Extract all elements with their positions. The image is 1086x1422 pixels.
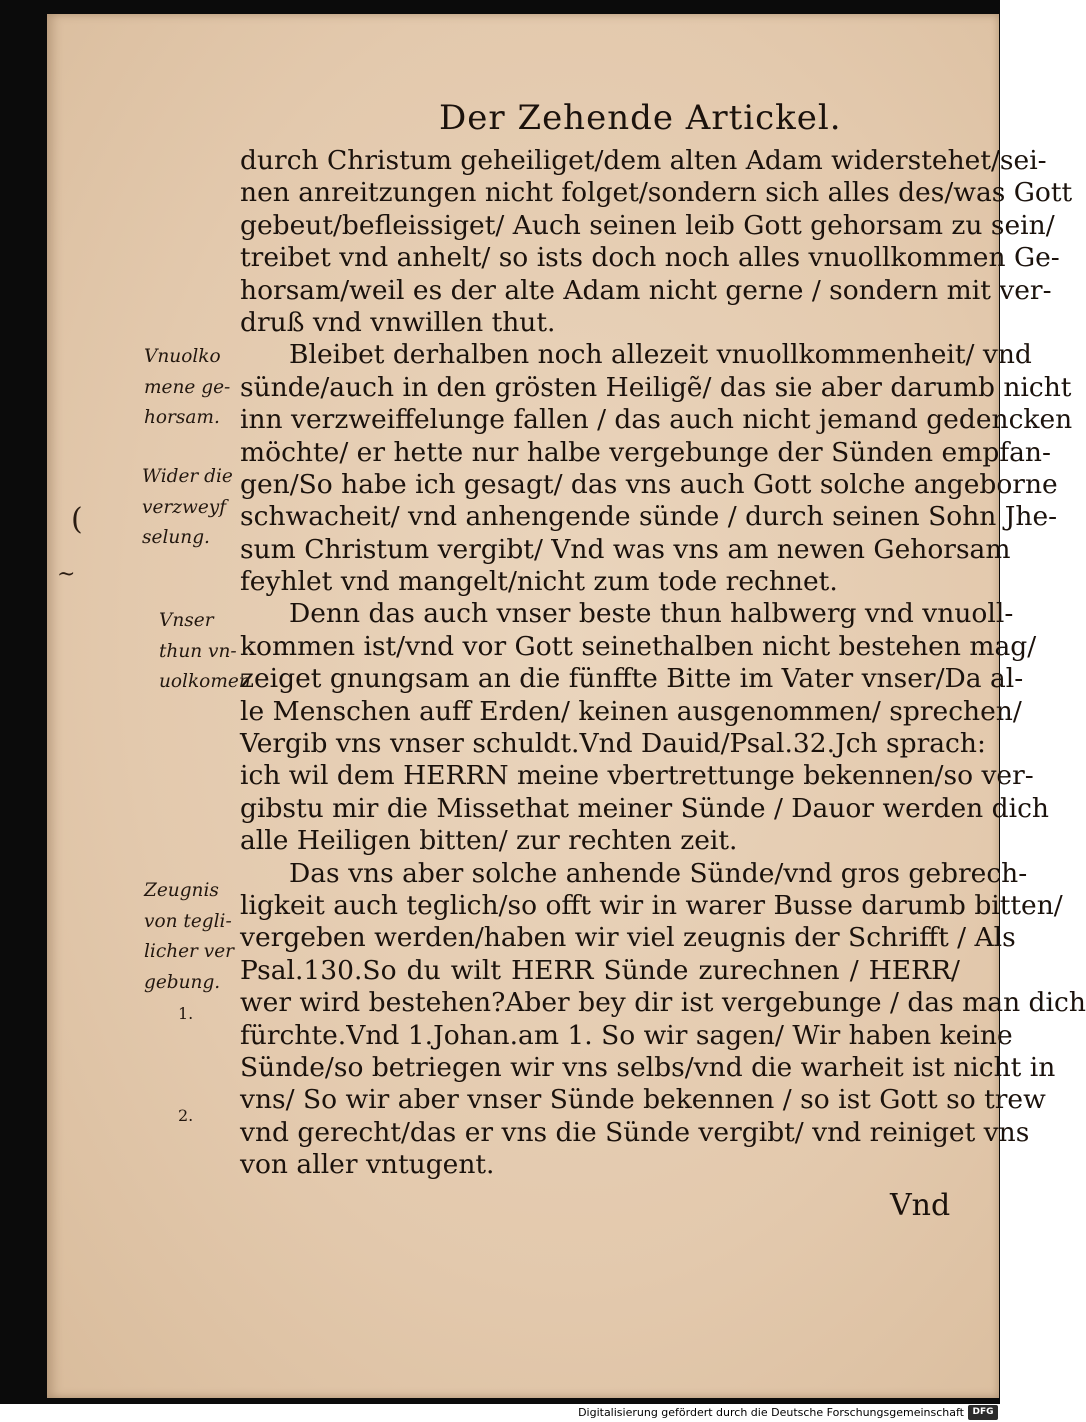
text-line: alle Heiligen bitten/ zur rechten zeit.	[240, 825, 738, 857]
text-line: ich wil dem HERRN meine vbertrettunge bekennen/so ver-	[240, 760, 1034, 792]
margin-note-line: gebung.	[144, 971, 221, 993]
margin-note	[144, 342, 230, 434]
text-line: vns/ So wir aber vnser Sünde bekennen / so ist Gott so trew	[240, 1084, 1046, 1116]
text-line: vnd gerecht/das er vns die Sünde vergibt/ vnd reiniget vns	[240, 1116, 1030, 1148]
margin-note-line: selung.	[142, 527, 210, 548]
text-line: durch Christum geheiliget/dem alten Adam widerstehet/sei-	[240, 145, 1047, 176]
text-line: kommen ist/vnd vor Gott seinethalben nicht bestehen mag/	[240, 630, 1037, 662]
text-line: druß vnd vnwillen thut.	[240, 306, 556, 338]
margin-note-line: thun vn-	[159, 640, 237, 662]
margin-note-line: mene ge-	[144, 376, 231, 398]
catchword: Vnd	[890, 1188, 951, 1223]
margin-note-line: Wider die	[142, 466, 233, 487]
text-line: möchte/ er hette nur halbe vergebunge der Sünden empfan-	[240, 436, 1051, 468]
margin-number: 1.	[178, 1004, 194, 1023]
text-line: nen anreitzungen nicht folget/sondern sich alles des/was Gott	[240, 177, 1073, 209]
text-line: Denn das auch vnser beste thun halbwerg vnd vnuoll-	[289, 598, 1014, 630]
text-line: gebeut/befleissiget/ Auch seinen leib Gott gehorsam zu sein/	[240, 209, 1055, 241]
footer-bar	[0, 1404, 1000, 1422]
margin-note-line: Vnuolko	[144, 346, 221, 367]
text-line: fürchte.Vnd 1.Johan.am 1. So wir sagen/ Wir haben keine	[240, 1019, 1013, 1051]
book-page	[47, 14, 1086, 1398]
margin-note-line: uolkomen	[159, 671, 251, 692]
funding-notice: Digitalisierung gefördert durch die Deutsche Forschungsgemeinschaft	[578, 1406, 964, 1419]
margin-number: 2.	[178, 1106, 194, 1125]
margin-note-line: Zeugnis	[144, 880, 219, 901]
paper-edge-mark: ~	[57, 562, 76, 587]
text-line: vergeben werden/haben wir viel zeugnis der Schrifft / Als	[240, 922, 1016, 954]
text-line: sum Christum vergibt/ Vnd was vns am newen Gehorsam	[240, 533, 1011, 565]
margin-note	[144, 876, 234, 998]
text-line: sünde/auch in den grösten Heiligẽ/ das sie aber darumb nicht	[240, 371, 1072, 403]
margin-note-line: licher ver	[144, 941, 235, 962]
text-line: Psal.130.So du wilt HERR Sünde zurechnen / HERR/	[240, 954, 960, 986]
text-line: wer wird bestehen?Aber bey dir ist vergebunge / das man dich	[240, 987, 1086, 1019]
margin-note-line: horsam.	[144, 407, 220, 428]
margin-note-line: Vnser	[159, 610, 214, 631]
running-head: Der Zehende Artickel.	[439, 98, 842, 138]
text-line: gibstu mir die Missethat meiner Sünde / Dauor werden dich	[240, 792, 1049, 824]
text-line: gen/So habe ich gesagt/ das vns auch Gott solche angeborne	[240, 468, 1058, 500]
text-line: Vergib vns vnser schuldt.Vnd Dauid/Psal.32.Jch sprach:	[240, 728, 986, 760]
text-line: horsam/weil es der alte Adam nicht gerne / sondern mit ver-	[240, 274, 1052, 306]
text-line: Das vns aber solche anhende Sünde/vnd gros gebrech-	[289, 857, 1028, 889]
paper-edge-mark: (	[71, 502, 83, 537]
text-line: zeiget gnungsam an die fünffte Bitte im Vater vnser/Da al-	[240, 663, 1024, 695]
text-line: treibet vnd anhelt/ so ists doch noch alles vnuollkommen Ge-	[240, 242, 1060, 274]
text-line: von aller vntugent.	[240, 1149, 495, 1181]
text-line: Bleibet derhalben noch allezeit vnuollkommenheit/ vnd	[289, 339, 1032, 371]
text-line: schwacheit/ vnd anhengende sünde / durch seinen Sohn Jhe-	[240, 501, 1058, 533]
text-line: ligkeit auch teglich/so offt wir in warer Busse darumb bitten/	[240, 889, 1063, 921]
margin-note-line: von tegli-	[144, 910, 232, 932]
text-line: Sünde/so betriegen wir vns selbs/vnd die warheit ist nicht in	[240, 1051, 1056, 1083]
text-line: feyhlet vnd mangelt/nicht zum tode rechnet.	[240, 566, 838, 598]
margin-note-line: verzweyf	[142, 496, 227, 518]
text-line: le Menschen auff Erden/ keinen ausgenommen/ sprechen/	[240, 695, 1022, 727]
body-text	[240, 145, 1086, 1182]
text-line: inn verzweiffelunge fallen / das auch nicht jemand gedencken	[240, 404, 1073, 436]
margin-note	[142, 462, 233, 554]
dfg-logo: DFG	[968, 1405, 998, 1420]
margin-note	[159, 606, 251, 698]
